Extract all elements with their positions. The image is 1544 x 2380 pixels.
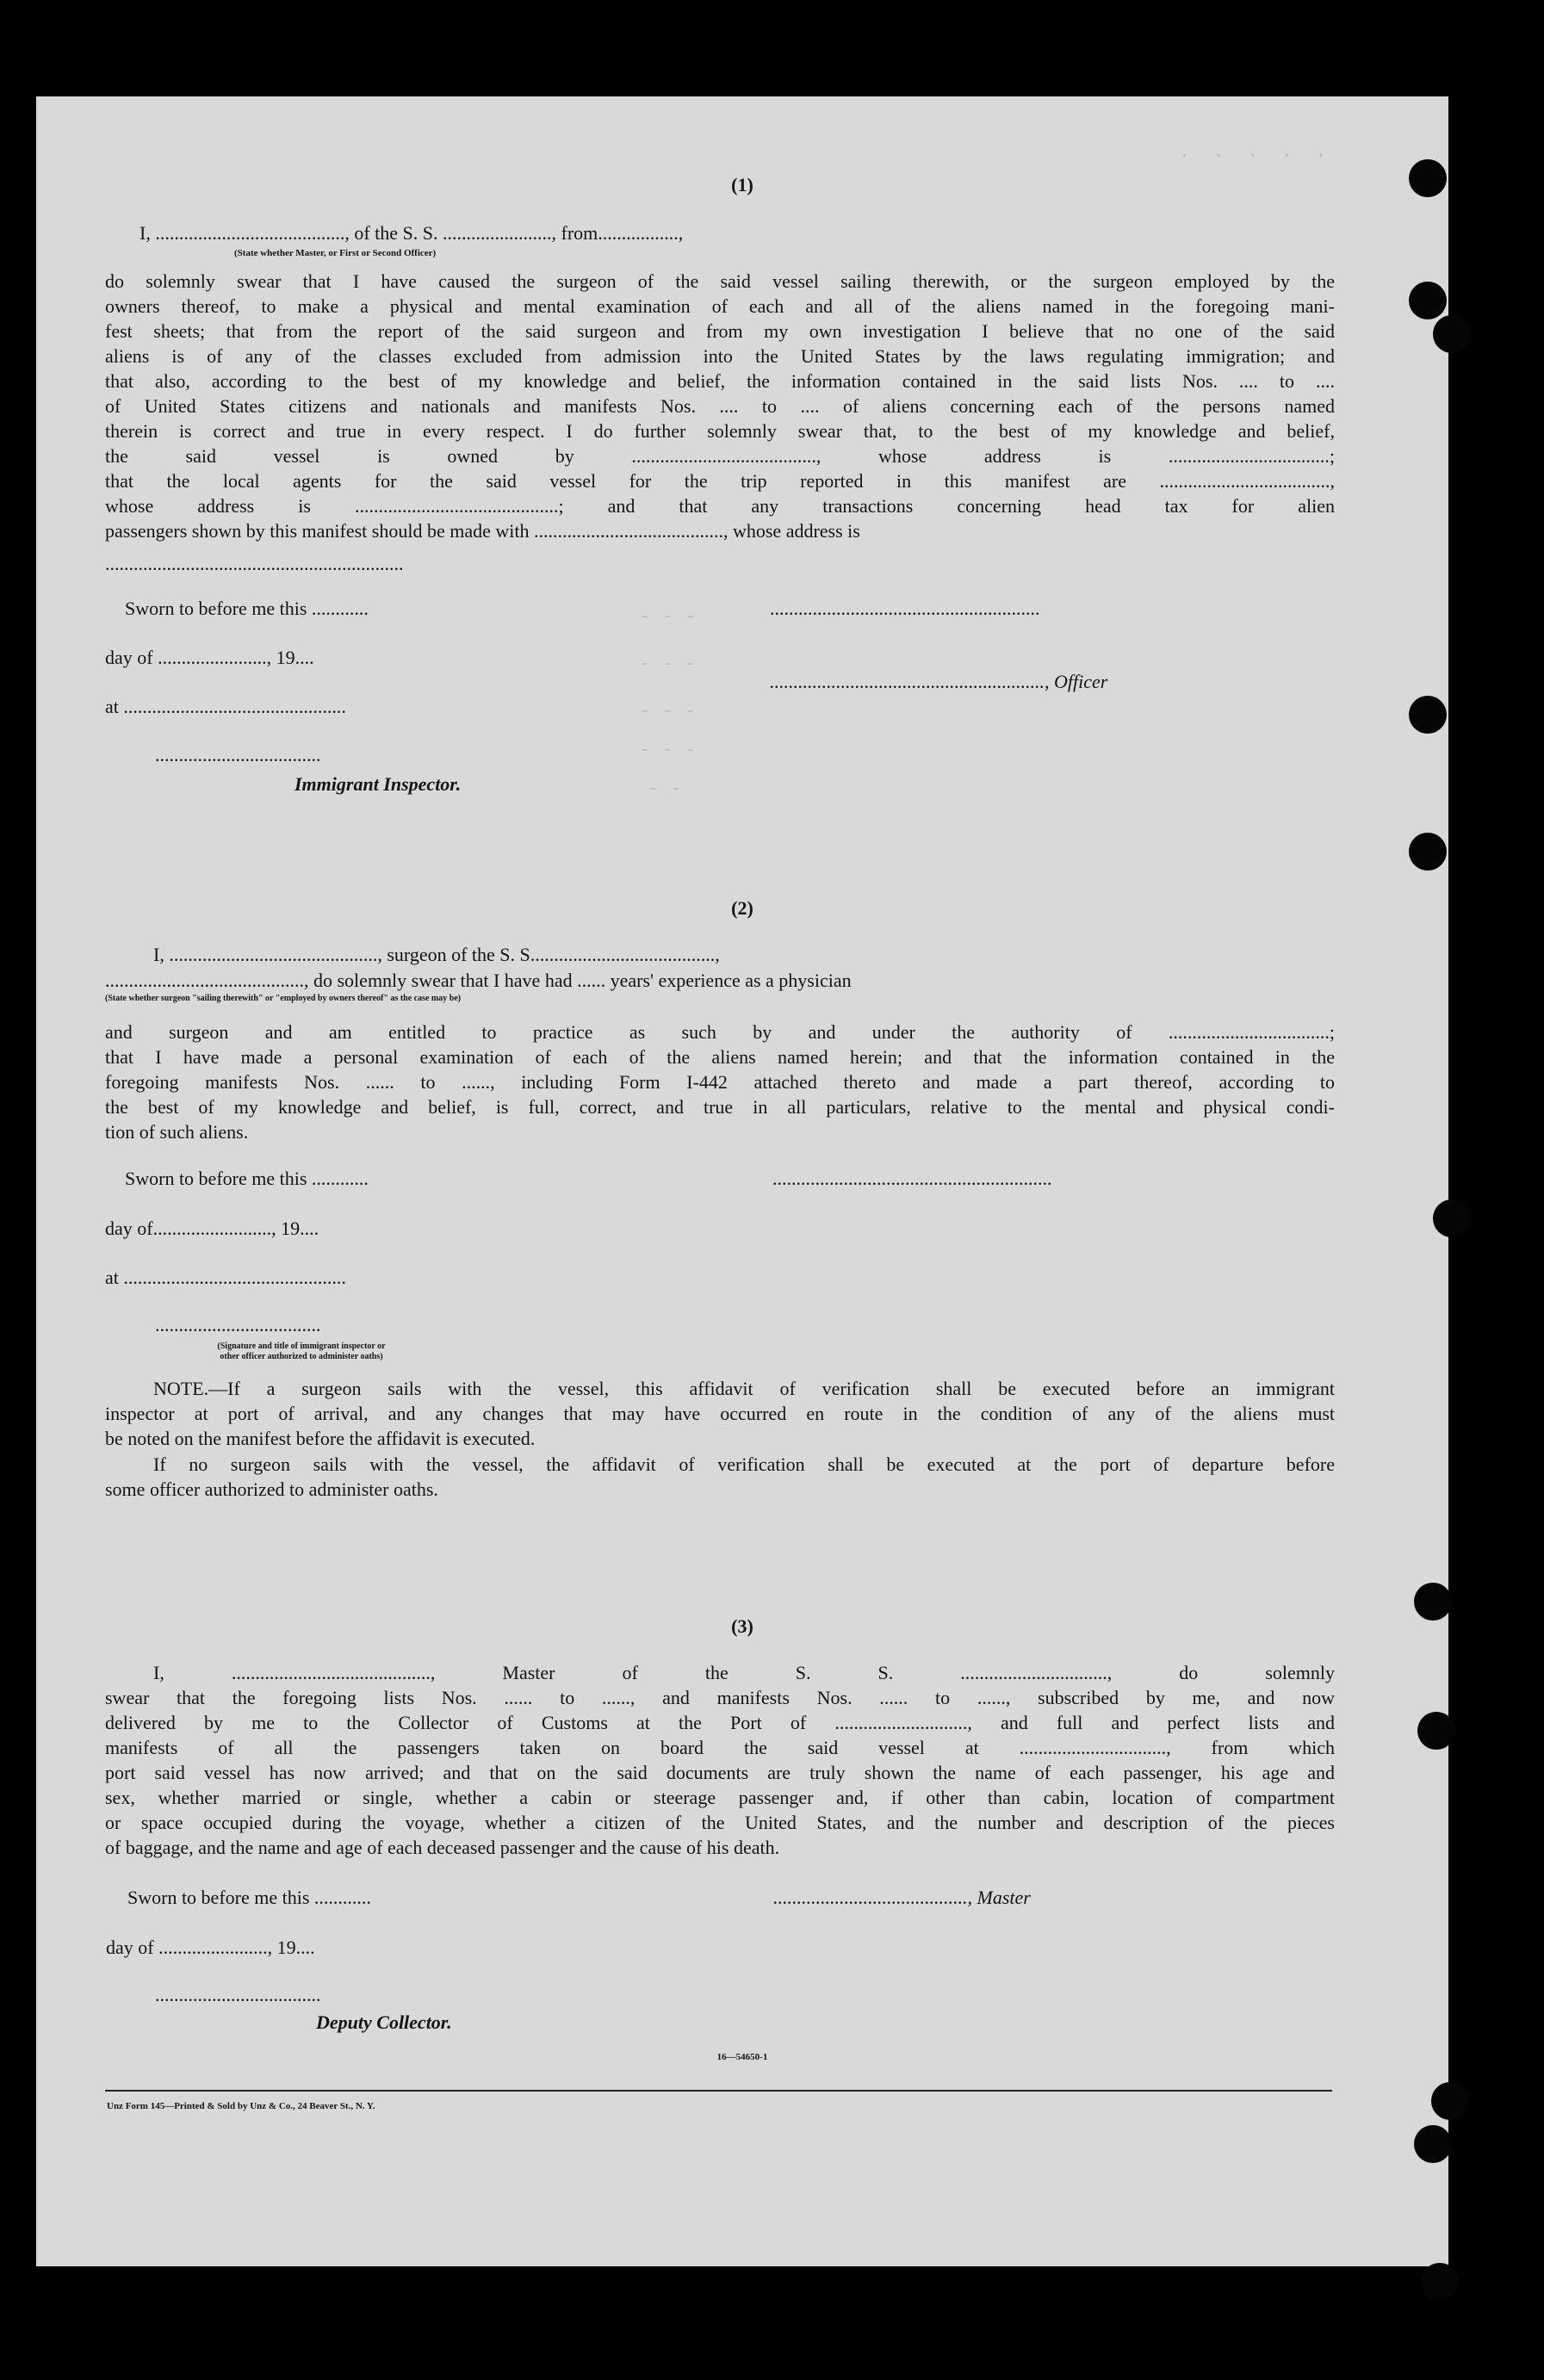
- form-code: 16—54650-1: [716, 2052, 768, 2062]
- section-2-at: at ...............................................: [105, 1267, 346, 1288]
- paragraph-line: inspector at port of arrival, and any changes that may have occurred en route in the condition of any of the aliens must: [105, 1403, 1335, 1424]
- punch-hole: [1433, 1199, 1471, 1237]
- section-1-signature-line: ...................................: [155, 744, 321, 765]
- stamp-mark-4: - - -: [639, 739, 697, 760]
- paragraph-line: delivered by me to the Collector of Customs at the Port of ............................, and full and perfect lists and: [105, 1712, 1335, 1733]
- punch-hole: [1409, 696, 1447, 734]
- section-2-signature-line: ...................................: [155, 1314, 321, 1336]
- section-3-sworn: Sworn to before me this ............: [127, 1887, 371, 1908]
- paragraph-line: the best of my knowledge and belief, is full, correct, and true in all particulars, relative to the mental and physical condi-: [105, 1096, 1335, 1118]
- paragraph-line: swear that the foregoing lists Nos. ...... to ......, and manifests Nos. ...... to ......, subscribed by me, and now: [105, 1687, 1335, 1708]
- paragraph-line: that I have made a personal examination of each of the aliens named herein; and that the information contained in the: [105, 1046, 1335, 1068]
- punch-hole: [1409, 159, 1447, 197]
- paragraph-line: do solemnly swear that I have caused the surgeon of the said vessel sailing therewith, or the surgeon employed by the: [105, 270, 1335, 292]
- punch-hole: [1409, 282, 1447, 319]
- section-1-opening-line: I, ........................................, of the S. S. ......................., from.................,: [140, 222, 684, 244]
- section-2-caption: (State whether surgeon "sailing therewith" or "employed by owners thereof" as the case may be): [105, 994, 462, 1003]
- paragraph-line: aliens is of any of the classes excluded from admission into the United States by the laws regulating immigration; and: [105, 345, 1335, 367]
- paragraph-line: tion of such aliens.: [105, 1121, 249, 1143]
- paragraph-line: that the local agents for the said vessel for the trip reported in this manifest are ....................................,: [105, 470, 1335, 492]
- section-2-signature-caption-1: (Signature and title of immigrant inspector or: [217, 1342, 386, 1351]
- deputy-collector-label: Deputy Collector.: [316, 2011, 452, 2033]
- section-2-second-line: .........................................., do solemnly swear that I have had ...... years' experience as a physician: [105, 970, 852, 991]
- paragraph-line: foregoing manifests Nos. ...... to ......, including Form I-442 attached thereto and made a part thereof, according to: [105, 1071, 1335, 1093]
- punch-hole: [1417, 1712, 1455, 1750]
- section-1-number: (1): [731, 174, 753, 195]
- bleed-through-text: . . . . .: [1156, 140, 1327, 162]
- stamp-mark-3: - - -: [639, 700, 697, 722]
- section-3-signature-line: ...................................: [155, 1984, 321, 2005]
- paragraph-line: If no surgeon sails with the vessel, the affidavit of verification shall be executed at the port of departure before: [153, 1453, 1335, 1475]
- paragraph-line: or space occupied during the voyage, whether a citizen of the United States, and the number and description of the pieces: [105, 1812, 1335, 1833]
- paragraph-line: manifests of all the passengers taken on board the said vessel at ..............................., from which: [105, 1737, 1335, 1758]
- paragraph-line: of baggage, and the name and age of each deceased passenger and the cause of his death.: [105, 1837, 780, 1858]
- paragraph-line: passengers shown by this manifest should be made with ........................................, whose address is: [105, 520, 860, 542]
- stamp-mark-2: - - -: [639, 653, 697, 674]
- section-3-day: day of ......................., 19....: [106, 1937, 315, 1958]
- paragraph-line: that also, according to the best of my knowledge and belief, the information contained in the said lists Nos. .... to ....: [105, 370, 1335, 392]
- section-1-day: day of ......................., 19....: [105, 647, 314, 668]
- punch-hole: [1414, 1583, 1452, 1621]
- paragraph-line: sex, whether married or single, whether a cabin or steerage passenger and, if other than cabin, location of compartment: [105, 1787, 1335, 1808]
- section-1-sworn: Sworn to before me this ............: [125, 598, 369, 619]
- punch-hole: [1431, 2082, 1469, 2120]
- paragraph-line: port said vessel has now arrived; and that on the said documents are truly shown the name of each passenger, his age and: [105, 1762, 1335, 1783]
- paragraph-line: I, .........................................., Master of the S. S. ..............................., do solemnly: [153, 1662, 1335, 1683]
- paragraph-line: and surgeon and am entitled to practice as such by and under the authority of ..................................;: [105, 1021, 1335, 1043]
- paragraph-line: NOTE.—If a surgeon sails with the vessel, this affidavit of verification shall be executed before an immigrant: [153, 1378, 1335, 1399]
- paragraph-line: owners thereof, to make a physical and mental examination of each and all of the aliens named in the foregoing mani-: [105, 295, 1335, 317]
- punch-hole: [1421, 2263, 1459, 2301]
- officer-signature-line: .........................................................., Officer: [770, 671, 1108, 692]
- paragraph-line: be noted on the manifest before the affidavit is executed.: [105, 1428, 536, 1449]
- paragraph-line: some officer authorized to administer oaths.: [105, 1478, 438, 1500]
- paragraph-line: fest sheets; that from the report of the said surgeon and from my own investigation I believe that no one of the said: [105, 320, 1335, 342]
- paragraph-line: of United States citizens and nationals and manifests Nos. .... to .... of aliens concerning each of the persons named: [105, 395, 1335, 417]
- stamp-mark-1: - - -: [639, 605, 697, 627]
- paragraph-line: the said vessel is owned by ......................................., whose address is ..................................;: [105, 445, 1335, 467]
- surgeon-signature-line: ...........................................................: [772, 1168, 1052, 1189]
- section-3-number: (3): [731, 1615, 753, 1637]
- stamp-mark-5: - -: [648, 778, 682, 799]
- section-2-sworn: Sworn to before me this ............: [125, 1168, 369, 1189]
- immigrant-inspector-label: Immigrant Inspector.: [295, 773, 462, 795]
- punch-hole: [1409, 833, 1447, 871]
- section-2-opening-line: I, ............................................, surgeon of the S. S.......................................,: [153, 944, 720, 965]
- form-page: [36, 96, 1448, 2266]
- punch-hole: [1433, 315, 1471, 353]
- footer-rule: [105, 2090, 1332, 2092]
- section-1-last-dots: ...............................................................: [105, 553, 404, 574]
- paragraph-line: whose address is ...........................................; and that any transactions concerning head tax for alien: [105, 495, 1335, 517]
- paragraph-line: therein is correct and true in every respect. I do further solemnly swear that, to the best of my knowledge and belief,: [105, 420, 1335, 442]
- master-signature-line: ........................................., Master: [773, 1887, 1031, 1908]
- section-2-number: (2): [731, 897, 753, 919]
- section-2-day: day of........................., 19....: [105, 1218, 319, 1239]
- printer-footer: Unz Form 145—Printed & Sold by Unz & Co., 24 Beaver St., N. Y.: [107, 2101, 375, 2111]
- section-1-caption: (State whether Master, or First or Second Officer): [234, 248, 437, 258]
- section-1-at: at ...............................................: [105, 696, 346, 717]
- punch-hole: [1414, 2125, 1452, 2163]
- section-2-signature-caption-2: other officer authorized to administer oaths): [220, 1352, 383, 1361]
- section-1-signature-right-1: .........................................................: [770, 598, 1040, 619]
